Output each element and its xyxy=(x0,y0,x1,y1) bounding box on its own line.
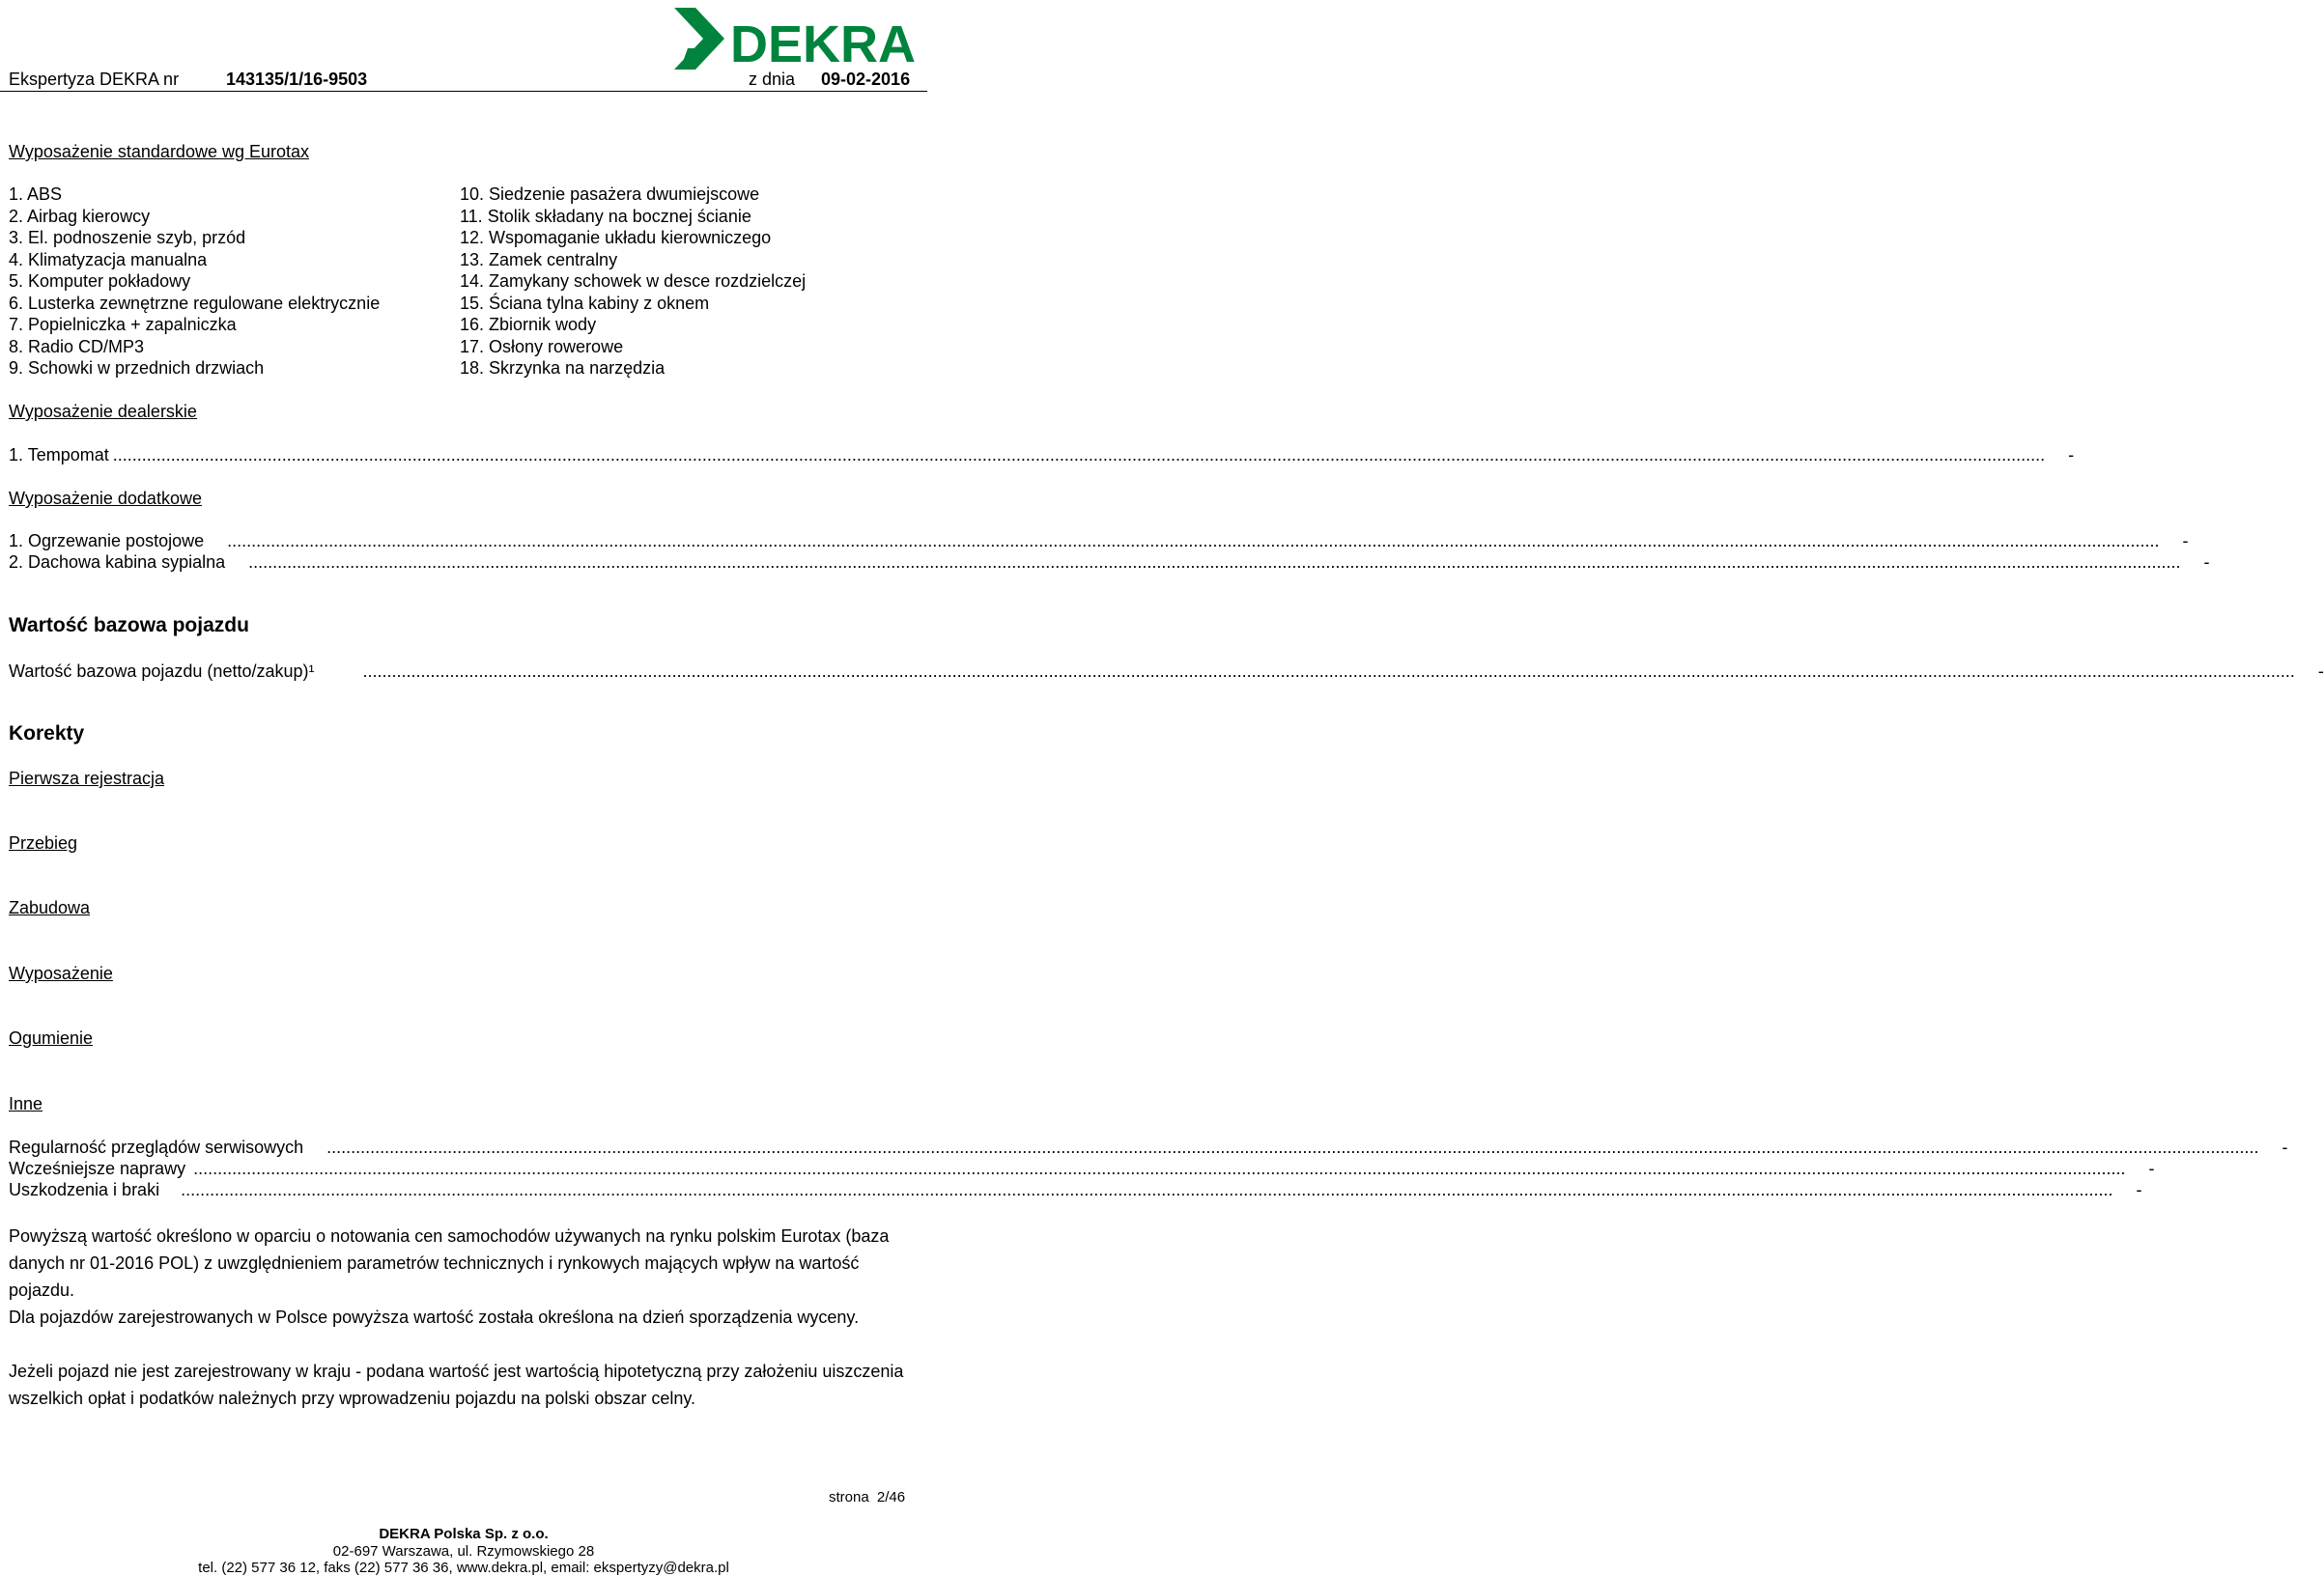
list-item: 8. Radio CD/MP3 xyxy=(9,336,145,356)
line-label: 1. Tempomat xyxy=(9,444,109,464)
value-line xyxy=(9,444,2075,465)
header-divider xyxy=(0,91,927,92)
list-item: 17. Osłony rowerowe xyxy=(460,336,624,356)
page-label: strona xyxy=(829,1489,869,1506)
line-label: Regularność przeglądów serwisowych xyxy=(9,1137,304,1157)
list-item: 9. Schowki w przednich drzwiach xyxy=(9,358,265,378)
list-item: 1. ABS xyxy=(9,184,63,204)
line-label: 1. Ogrzewanie postojowe xyxy=(9,530,205,550)
value-line xyxy=(9,1179,2142,1200)
line-label: 2. Dachowa kabina sypialna xyxy=(9,551,226,572)
dotted-leader: ................................................................................................................................................................................................................................................................................................................................................................................................................ xyxy=(326,1137,2259,1157)
line-value: - xyxy=(2148,1158,2155,1178)
corrections-title: Korekty xyxy=(9,722,85,745)
list-item: 2. Airbag kierowcy xyxy=(9,206,151,226)
line-value: - xyxy=(2281,1137,2288,1157)
page-value: 2/46 xyxy=(876,1489,906,1506)
footer-address: 02-697 Warszawa, ul. Rzymowskiego 28 xyxy=(332,1543,595,1560)
correction-heading: Wyposażenie xyxy=(9,964,113,983)
dotted-leader: ................................................................................................................................................................................................................................................................................................................................................................................................................ xyxy=(248,551,2181,572)
line-label: Wartość bazowa pojazdu (netto/zakup)¹ xyxy=(9,661,315,681)
note-paragraph: Dla pojazdów zarejestrowanych w Polsce powyższa wartość została określona na dzień sporządzenia wyceny. xyxy=(9,1308,860,1327)
correction-heading: Przebieg xyxy=(9,833,78,853)
dotted-leader: ................................................................................................................................................................................................................................................................................................................................................................................................................ xyxy=(362,661,2295,681)
list-item: 14. Zamykany schowek w desce rozdzielczej xyxy=(460,271,807,291)
note-paragraph: Jeżeli pojazd nie jest zarejestrowany w kraju - podana wartość jest wartością hipotetyczną przy założeniu uiszczenia wszelkich opłat i podatków należnych przy wprowadzeniu pojazdu na polski obszar celny. xyxy=(9,1362,904,1408)
list-item: 6. Lusterka zewnętrzne regulowane elektrycznie xyxy=(9,293,381,313)
list-item: 3. El. podnoszenie szyb, przód xyxy=(9,228,246,247)
line-value: - xyxy=(2068,444,2075,464)
line-label: Wcześniejsze naprawy xyxy=(9,1158,186,1178)
value-line xyxy=(9,1158,2155,1179)
value-line xyxy=(9,551,2210,573)
line-value: - xyxy=(2317,661,2324,681)
list-item: 11. Stolik składany na bocznej ścianie xyxy=(460,206,751,226)
line-value: - xyxy=(2203,551,2210,572)
list-item: 7. Popielniczka + zapalniczka xyxy=(9,315,237,334)
list-item: 18. Skrzynka na narzędzia xyxy=(460,358,666,378)
list-item: 16. Zbiornik wody xyxy=(460,315,597,334)
line-value: - xyxy=(2182,530,2189,550)
line-label: Uszkodzenia i braki xyxy=(9,1179,160,1199)
line-value: - xyxy=(2136,1179,2142,1199)
report-label: Ekspertyza DEKRA nr xyxy=(9,70,180,89)
standard-list-right xyxy=(460,183,806,380)
list-item: 15. Ściana tylna kabiny z oknem xyxy=(460,293,710,313)
list-item: 12. Wspomaganie układu kierowniczego xyxy=(460,228,772,247)
list-item: 4. Klimatyzacja manualna xyxy=(9,249,208,269)
logo-text: DEKRA xyxy=(730,15,917,73)
report-date: 09-02-2016 xyxy=(821,70,911,89)
additional-equipment-title: Wyposażenie dodatkowe xyxy=(9,489,202,508)
list-item: 5. Komputer pokładowy xyxy=(9,271,191,291)
list-item: 13. Zamek centralny xyxy=(460,249,618,269)
dotted-leader: ................................................................................................................................................................................................................................................................................................................................................................................................................ xyxy=(227,530,2160,550)
dotted-leader: ................................................................................................................................................................................................................................................................................................................................................................................................................ xyxy=(193,1158,2126,1178)
value-line xyxy=(9,1137,2288,1158)
correction-heading: Pierwsza rejestracja xyxy=(9,769,165,788)
dekra-logo xyxy=(674,6,927,75)
dotted-leader: ................................................................................................................................................................................................................................................................................................................................................................................................................ xyxy=(112,444,2046,464)
note-paragraph: Powyższą wartość określono w oparciu o notowania cen samochodów używanych na rynku polskim Eurotax (baza danych nr 01-2016 POL) z uwzględnieniem parametrów technicznych i rynkowych mających wpływ na wartość pojazdu. xyxy=(9,1226,890,1300)
dealer-equipment-title: Wyposażenie dealerskie xyxy=(9,402,197,421)
standard-equipment-title: Wyposażenie standardowe wg Eurotax xyxy=(9,142,310,161)
report-number: 143135/1/16-9503 xyxy=(226,70,368,89)
footer-company: DEKRA Polska Sp. z o.o. xyxy=(379,1526,549,1542)
dotted-leader: ................................................................................................................................................................................................................................................................................................................................................................................................................ xyxy=(181,1179,2113,1199)
base-value-title: Wartość bazowa pojazdu xyxy=(9,614,249,636)
footer-contact: tel. (22) 577 36 12, faks (22) 577 36 36, www.dekra.pl, email: ekspertyzy@dekra.pl xyxy=(198,1560,729,1576)
correction-heading: Ogumienie xyxy=(9,1028,94,1048)
correction-heading: Inne xyxy=(9,1094,43,1113)
page-number xyxy=(829,1489,905,1506)
date-label: z dnia xyxy=(749,70,796,89)
value-line xyxy=(9,530,2189,551)
standard-list-left xyxy=(9,183,380,380)
value-line xyxy=(9,661,2324,682)
list-item: 10. Siedzenie pasażera dwumiejscowe xyxy=(460,184,760,204)
correction-heading: Zabudowa xyxy=(9,898,91,917)
